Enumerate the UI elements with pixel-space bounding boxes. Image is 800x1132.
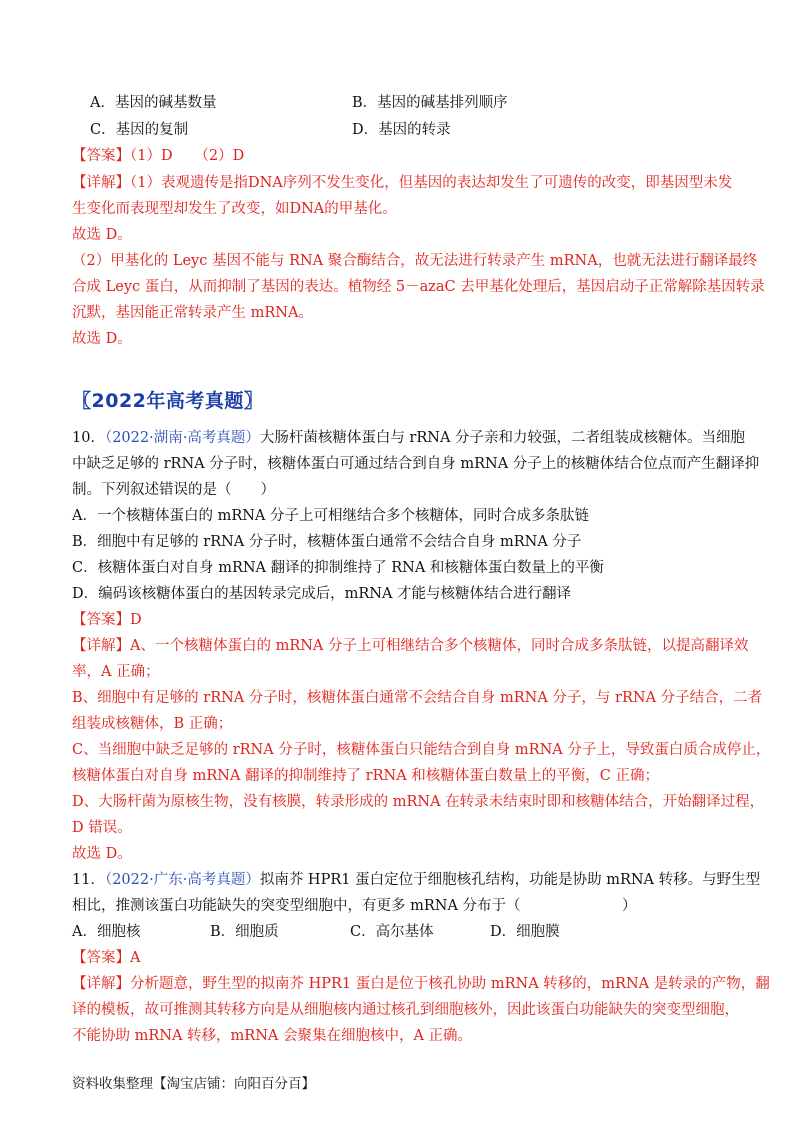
prev-option-b: B．基因的碱基排列顺序: [352, 95, 508, 111]
prev-detail-line: 【详解】（1）表观遗传是指DNA序列不发生变化，但基因的表达却发生了可遗传的改变，即基因型未发: [72, 175, 733, 191]
q10-stem-line: 中缺乏足够的 rRNA 分子时，核糖体蛋白可通过结合到自身 mRNA 分子上的核糖体结合位点而产生翻译抑: [72, 456, 760, 472]
q11-option-b: B．细胞质: [210, 924, 279, 940]
q10-stem-first: [72, 428, 745, 448]
q10-source: （2022·湖南·高考真题）: [104, 430, 260, 446]
q10-detail-line: 故选 D。: [72, 846, 132, 862]
q10-detail-line: 【详解】A、一个核糖体蛋白的 mRNA 分子上可相继结合多个核糖体，同时合成多条肽链，以提高翻译效: [72, 638, 749, 654]
q10-detail-line: 率，A 正确；: [72, 664, 160, 680]
q10-detail-line: B、细胞中有足够的 rRNA 分子时，核糖体蛋白通常不会结合自身 mRNA 分子，与 rRNA 分子结合，二者: [72, 690, 763, 706]
prev-detail-line: 故选 D。: [72, 331, 132, 347]
q10-detail-line: D 错误。: [72, 820, 132, 836]
q10-number: 10．: [72, 430, 105, 446]
q11-answer: 【答案】A: [72, 950, 141, 966]
q10-detail-line: 组装成核糖体，B 正确；: [72, 716, 233, 732]
q10-option-b: B．细胞中有足够的 rRNA 分子时，核糖体蛋白通常不会结合自身 mRNA 分子: [72, 534, 582, 550]
prev-option-d: D．基因的转录: [352, 122, 451, 138]
q10-stem-line: 大肠杆菌核糖体蛋白与 rRNA 分子亲和力较强，二者组装成核糖体。当细胞: [259, 430, 746, 446]
prev-answer: 【答案】（1）D （2）D: [72, 148, 245, 164]
q11-option-d: D．细胞膜: [490, 924, 560, 940]
q11-option-c: C．高尔基体: [350, 924, 434, 940]
q10-option-a: A．一个核糖体蛋白的 mRNA 分子上可相继结合多个核糖体，同时合成多条肽链: [72, 508, 590, 524]
q10-stem-line: 制。下列叙述错误的是（ ）: [72, 482, 275, 498]
q10-detail-line: 核糖体蛋白对自身 mRNA 翻译的抑制维持了 rRNA 和核糖体蛋白数量上的平衡，C 正确；: [72, 768, 659, 784]
prev-detail-line: 故选 D。: [72, 227, 132, 243]
prev-detail-line: （2）甲基化的 Leyc 基因不能与 RNA 聚合酶结合，故无法进行转录产生 mRNA，也就无法进行翻译最终: [72, 253, 758, 269]
section-title: 〖2022年高考真题〗: [72, 390, 264, 412]
q10-detail-line: D、大肠杆菌为原核生物，没有核膜，转录形成的 mRNA 在转录未结束时即和核糖体结合，开始翻译过程，: [72, 794, 765, 810]
q10-option-c: C．核糖体蛋白对自身 mRNA 翻译的抑制维持了 RNA 和核糖体蛋白数量上的平衡: [72, 560, 604, 576]
q10-answer: 【答案】D: [72, 612, 142, 628]
footer-note: 资料收集整理【淘宝店铺：向阳百分百】: [72, 1076, 315, 1092]
prev-option-c: C．基因的复制: [90, 122, 189, 138]
q11-detail-line: 译的模板，故可推测其转移方向是从细胞核内通过核孔到细胞核外，因此该蛋白功能缺失的突变型细胞，: [72, 1002, 739, 1018]
prev-detail-line: 生变化而表现型却发生了改变，如DNA的甲基化。: [72, 201, 397, 217]
q11-stem-first: [72, 870, 760, 890]
q11-detail-line: 不能协助 mRNA 转移，mRNA 会聚集在细胞核中，A 正确。: [72, 1028, 473, 1044]
q11-option-a: A．细胞核: [72, 924, 141, 940]
q11-number: 11．: [72, 872, 105, 888]
prev-detail-line: 沉默，基因能正常转录产生 mRNA。: [72, 305, 313, 321]
prev-detail-line: 合成 Leyc 蛋白，从而抑制了基因的表达。植物经 5－azaC 去甲基化处理后，基因启动子正常解除基因转录: [72, 279, 765, 295]
q11-source: （2022·广东·高考真题）: [104, 872, 260, 888]
q11-stem-line: 相比，推测该蛋白功能缺失的突变型细胞中，有更多 mRNA 分布于（ ）: [72, 898, 637, 914]
prev-option-a: A．基因的碱基数量: [90, 95, 217, 111]
q10-detail-line: C、当细胞中缺乏足够的 rRNA 分子时，核糖体蛋白只能结合到自身 mRNA 分子上，导致蛋白质合成停止，: [72, 742, 771, 758]
q11-stem-line: 拟南芥 HPR1 蛋白定位于细胞核孔结构，功能是协助 mRNA 转移。与野生型: [259, 872, 761, 888]
q10-option-d: D．编码该核糖体蛋白的基因转录完成后，mRNA 才能与核糖体结合进行翻译: [72, 586, 572, 602]
q11-detail-line: 【详解】分析题意，野生型的拟南芥 HPR1 蛋白是位于核孔协助 mRNA 转移的，mRNA 是转录的产物，翻: [72, 976, 770, 992]
